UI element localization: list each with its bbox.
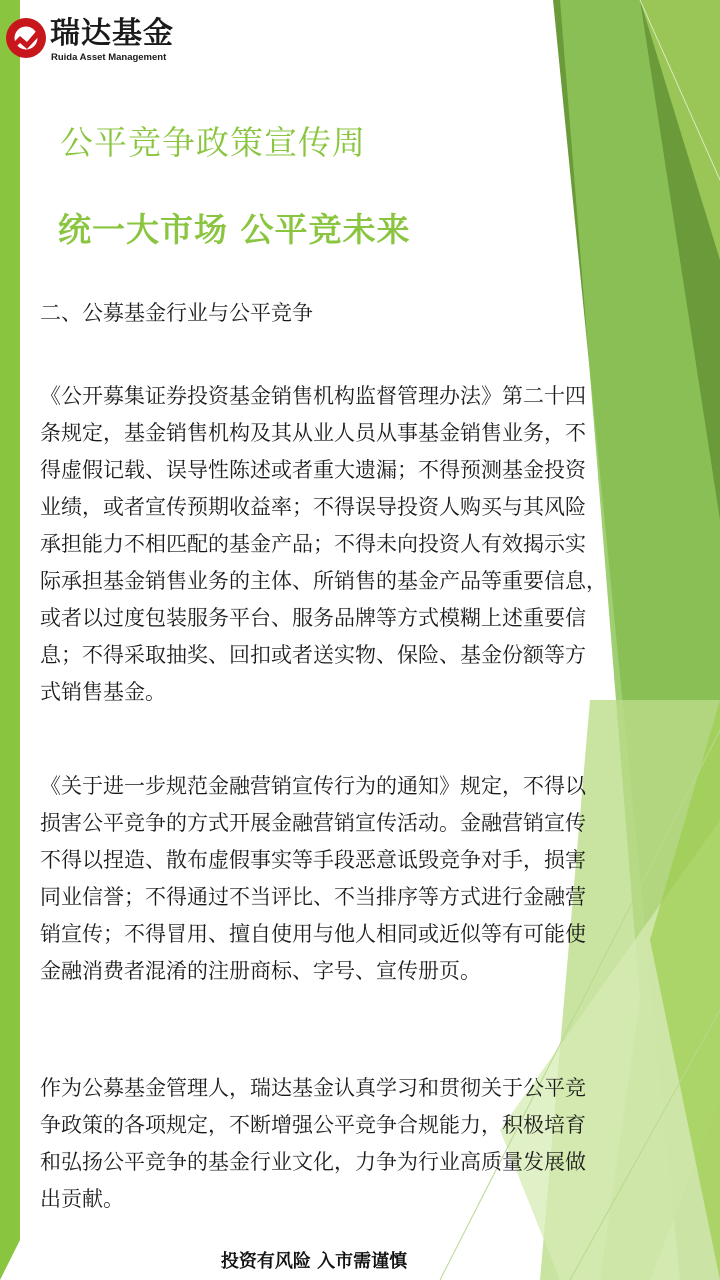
paragraph-line: 《关于进一步规范金融营销宣传行为的通知》规定，不得以 [40, 774, 586, 798]
paragraph-company-commitment [40, 1070, 680, 1218]
campaign-slogan: 统一大市场 公平竞未来 [58, 210, 411, 249]
paragraph-line: 或者以过度包装服务平台、服务品牌等方式模糊上述重要信 [40, 606, 586, 630]
paragraph-sales-regulation [40, 378, 680, 711]
paragraph-line: 争政策的各项规定，不断增强公平竞争合规能力，积极培育 [40, 1113, 586, 1137]
paragraph-line: 出贡献。 [40, 1187, 124, 1211]
ruida-logo-icon [4, 16, 48, 60]
paragraph-line: 《公开募集证券投资基金销售机构监督管理办法》第二十四 [40, 384, 586, 408]
paragraph-line: 作为公募基金管理人，瑞达基金认真学习和贯彻关于公平竞 [40, 1076, 586, 1100]
paragraph-line: 业绩，或者宣传预期收益率；不得误导投资人购买与其风险 [40, 495, 586, 519]
paragraph-line: 损害公平竞争的方式开展金融营销宣传活动。金融营销宣传 [40, 811, 586, 835]
risk-disclaimer: 投资有风险 入市需谨慎 [220, 1251, 408, 1272]
campaign-title: 公平竞争政策宣传周 [60, 123, 366, 162]
paragraph-line: 金融消费者混淆的注册商标、字号、宣传册页。 [40, 959, 481, 983]
logo [4, 14, 194, 66]
section-heading: 二、公募基金行业与公平竞争 [40, 301, 313, 325]
paragraph-line: 式销售基金。 [40, 680, 166, 704]
paragraph-line: 承担能力不相匹配的基金产品；不得未向投资人有效揭示实 [40, 532, 586, 556]
left-green-wedge [0, 0, 20, 1280]
brand-name-en: Ruida Asset Management [51, 52, 167, 63]
paragraph-line: 不得以捏造、散布虚假事实等手段恶意诋毁竞争对手，损害 [40, 848, 586, 872]
paragraph-marketing-notice [40, 768, 680, 990]
paragraph-line: 际承担基金销售业务的主体、所销售的基金产品等重要信息， [40, 569, 607, 593]
paragraph-line: 条规定，基金销售机构及其从业人员从事基金销售业务，不 [40, 421, 586, 445]
paragraph-line: 得虚假记载、误导性陈述或者重大遗漏；不得预测基金投资 [40, 458, 586, 482]
paragraph-line: 息；不得采取抽奖、回扣或者送实物、保险、基金份额等方 [40, 643, 586, 667]
paragraph-line: 销宣传；不得冒用、擅自使用与他人相同或近似等有可能使 [40, 922, 586, 946]
brand-name-cn: 瑞达基金 [50, 16, 174, 51]
paragraph-line: 和弘扬公平竞争的基金行业文化，力争为行业高质量发展做 [40, 1150, 586, 1174]
paragraph-line: 同业信誉；不得通过不当评比、不当排序等方式进行金融营 [40, 885, 586, 909]
